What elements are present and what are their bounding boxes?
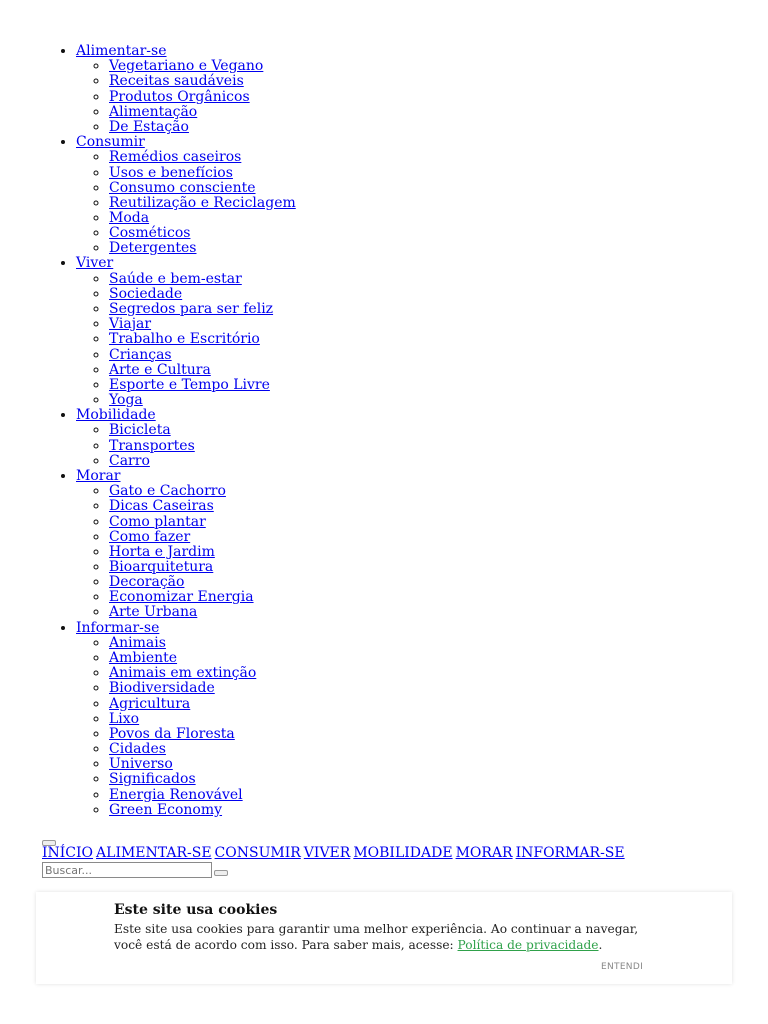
submenu-link-como-fazer[interactable]: Como fazer xyxy=(109,528,191,545)
submenu-link-bioarquitetura[interactable]: Bioarquitetura xyxy=(109,559,214,576)
submenu-informar-se xyxy=(76,636,740,818)
submenu-item xyxy=(109,772,740,787)
submenu-link-agricultura[interactable]: Agricultura xyxy=(109,695,191,712)
submenu-item xyxy=(109,742,740,757)
submenu-mobilidade xyxy=(76,423,740,468)
submenu-morar xyxy=(76,484,740,620)
submenu-link-usos-e-beneficios[interactable]: Usos e benefícios xyxy=(109,164,233,181)
submenu-link-moda[interactable]: Moda xyxy=(109,210,150,226)
submenu-link-trabalho-e-escritorio[interactable]: Trabalho e Escritório xyxy=(109,331,260,348)
submenu-link-receitas-saudaveis[interactable]: Receitas saudáveis xyxy=(109,73,244,90)
submenu-item xyxy=(109,363,740,378)
submenu-item xyxy=(109,166,740,181)
submenu-alimentar-se xyxy=(76,59,740,135)
submenu-item xyxy=(109,545,740,560)
submenu-link-esporte-e-tempo-livre[interactable]: Esporte e Tempo Livre xyxy=(109,376,270,393)
submenu-link-arte-e-cultura[interactable]: Arte e Cultura xyxy=(109,361,211,378)
submenu-link-dicas-caseiras[interactable]: Dicas Caseiras xyxy=(109,498,214,515)
submenu-item xyxy=(109,348,740,363)
submenu-link-arte-urbana[interactable]: Arte Urbana xyxy=(109,604,198,621)
submenu-item xyxy=(109,651,740,666)
submenu-item xyxy=(109,150,740,165)
submenu-item xyxy=(109,636,740,651)
submenu-link-remedios-caseiros[interactable]: Remédios caseiros xyxy=(109,149,242,166)
submenu-link-decoracao[interactable]: Decoração xyxy=(109,574,185,591)
submenu-item xyxy=(109,226,740,241)
submenu-link-alimentacao[interactable]: Alimentação xyxy=(109,103,198,120)
topnav-link-informar-se[interactable]: INFORMAR-SE xyxy=(515,845,625,861)
submenu-item xyxy=(109,241,740,256)
submenu-item xyxy=(109,484,740,499)
accept-cookies-button[interactable]: ENTENDI xyxy=(601,962,644,972)
submenu-link-animais-em-extincao[interactable]: Animais em extinção xyxy=(109,665,257,682)
submenu-item xyxy=(109,530,740,545)
submenu-item xyxy=(109,439,740,454)
search-button[interactable] xyxy=(214,870,228,876)
menu-category xyxy=(76,408,740,469)
main-menu xyxy=(60,44,740,818)
submenu-item xyxy=(109,757,740,772)
search-input[interactable] xyxy=(42,862,212,878)
top-navigation xyxy=(42,845,628,862)
submenu-item xyxy=(109,454,740,469)
submenu-link-lixo[interactable]: Lixo xyxy=(109,710,140,727)
submenu-item xyxy=(109,605,740,620)
submenu-item xyxy=(109,332,740,347)
submenu-item xyxy=(109,287,740,302)
topnav-link-alimentar-se[interactable]: ALIMENTAR-SE xyxy=(96,845,212,861)
submenu-item xyxy=(109,788,740,803)
menu-category xyxy=(76,256,740,408)
submenu-link-criancas[interactable]: Crianças xyxy=(109,346,172,363)
topnav-link-morar[interactable]: MORAR xyxy=(455,845,513,861)
submenu-item xyxy=(109,423,740,438)
submenu-item xyxy=(109,681,740,696)
submenu-item xyxy=(109,90,740,105)
submenu-link-horta-e-jardim[interactable]: Horta e Jardim xyxy=(109,543,215,560)
topnav-link-mobilidade[interactable]: MOBILIDADE xyxy=(353,845,453,861)
cookie-message xyxy=(114,922,654,953)
submenu-link-yoga[interactable]: Yoga xyxy=(109,392,143,409)
menu-link-alimentar-se[interactable]: Alimentar-se xyxy=(76,43,167,59)
submenu-link-vegetariano-e-vegano[interactable]: Vegetariano e Vegano xyxy=(109,58,264,75)
submenu-link-ambiente[interactable]: Ambiente xyxy=(109,650,178,667)
menu-link-viver[interactable]: Viver xyxy=(76,255,114,272)
submenu-item xyxy=(109,803,740,818)
submenu-item xyxy=(109,74,740,89)
submenu-item xyxy=(109,378,740,393)
menu-category xyxy=(76,135,740,256)
submenu-link-detergentes[interactable]: Detergentes xyxy=(109,240,197,257)
submenu-link-bicicleta[interactable]: Bicicleta xyxy=(109,422,171,439)
menu-category xyxy=(76,44,740,135)
cookie-title: Este site usa cookies xyxy=(114,902,278,918)
cookie-banner xyxy=(36,892,732,984)
submenu-item xyxy=(109,499,740,514)
submenu-item xyxy=(109,317,740,332)
submenu-link-green-economy[interactable]: Green Economy xyxy=(109,801,223,818)
submenu-link-animais[interactable]: Animais xyxy=(109,634,166,651)
submenu-link-gato-e-cachorro[interactable]: Gato e Cachorro xyxy=(109,483,226,500)
submenu-link-significados[interactable]: Significados xyxy=(109,771,196,788)
submenu-link-consumo-consciente[interactable]: Consumo consciente xyxy=(109,179,256,196)
submenu-item xyxy=(109,105,740,120)
menu-category xyxy=(76,469,740,621)
submenu-link-produtos-organicos[interactable]: Produtos Orgânicos xyxy=(109,88,250,105)
submenu-item xyxy=(109,590,740,605)
submenu-item xyxy=(109,727,740,742)
submenu-link-universo[interactable]: Universo xyxy=(109,756,173,773)
submenu-item xyxy=(109,181,740,196)
submenu-link-reutilizacao-e-reciclagem[interactable]: Reutilização e Reciclagem xyxy=(109,194,296,211)
menu-link-informar-se[interactable]: Informar-se xyxy=(76,619,160,636)
submenu-link-saude-e-bem-estar[interactable]: Saúde e bem-estar xyxy=(109,270,242,287)
submenu-item xyxy=(109,666,740,681)
submenu-link-povos-da-floresta[interactable]: Povos da Floresta xyxy=(109,725,235,742)
privacy-policy-link[interactable]: Política de privacidade xyxy=(457,937,599,952)
submenu-link-energia-renovavel[interactable]: Energia Renovável xyxy=(109,786,243,803)
submenu-link-de-estacao[interactable]: De Estação xyxy=(109,118,189,135)
topnav-link-inicio[interactable]: INÍCIO xyxy=(42,845,94,861)
submenu-link-sociedade[interactable]: Sociedade xyxy=(109,285,183,302)
submenu-item xyxy=(109,196,740,211)
menu-link-consumir[interactable]: Consumir xyxy=(76,134,145,151)
submenu-link-carro[interactable]: Carro xyxy=(109,452,150,469)
submenu-item xyxy=(109,211,740,226)
submenu-link-transportes[interactable]: Transportes xyxy=(109,437,195,454)
submenu-item xyxy=(109,712,740,727)
cookie-message-end: . xyxy=(598,937,603,952)
submenu-item xyxy=(109,272,740,287)
submenu-link-cidades[interactable]: Cidades xyxy=(109,741,166,758)
submenu-item xyxy=(109,697,740,712)
submenu-viver xyxy=(76,272,740,408)
submenu-item xyxy=(109,575,740,590)
menu-link-mobilidade[interactable]: Mobilidade xyxy=(76,407,156,424)
submenu-link-economizar-energia[interactable]: Economizar Energia xyxy=(109,589,254,606)
submenu-link-viajar[interactable]: Viajar xyxy=(109,316,152,333)
menu-link-morar[interactable]: Morar xyxy=(76,467,121,484)
submenu-consumir xyxy=(76,150,740,256)
submenu-link-como-plantar[interactable]: Como plantar xyxy=(109,513,206,530)
submenu-item xyxy=(109,560,740,575)
submenu-item xyxy=(109,515,740,530)
cookie-message-text: Este site usa cookies para garantir uma melhor experiência. Ao continuar a navegar, você está de acordo com isso. Para saber mais, acesse: xyxy=(114,922,639,952)
submenu-item xyxy=(109,59,740,74)
submenu-item xyxy=(109,120,740,135)
submenu-link-biodiversidade[interactable]: Biodiversidade xyxy=(109,680,215,697)
submenu-link-cosmeticos[interactable]: Cosméticos xyxy=(109,225,191,242)
submenu-item xyxy=(109,393,740,408)
menu-category xyxy=(76,621,740,818)
topnav-link-viver[interactable]: VIVER xyxy=(303,845,351,861)
submenu-link-segredos-para-ser-feliz[interactable]: Segredos para ser feliz xyxy=(109,301,274,318)
submenu-item xyxy=(109,302,740,317)
topnav-link-consumir[interactable]: CONSUMIR xyxy=(214,845,301,861)
